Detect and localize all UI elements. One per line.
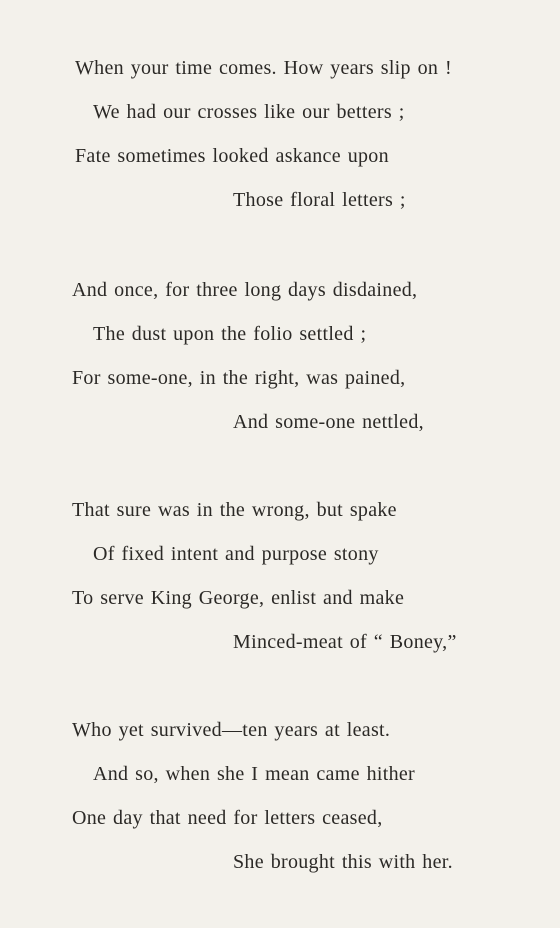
- poem-line: One day that need for letters ceased,: [72, 807, 383, 829]
- poem-line: We had our crosses like our betters ;: [93, 101, 405, 123]
- poem-line: She brought this with her.: [233, 851, 453, 873]
- poem-line: And once, for three long days disdained,: [72, 279, 418, 301]
- poem-line: To serve King George, enlist and make: [72, 587, 405, 609]
- poem-line: For some-one, in the right, was pained,: [72, 367, 406, 389]
- poem-line: The dust upon the folio settled ;: [93, 323, 367, 345]
- poem-line: And so, when she I mean came hither: [93, 763, 416, 785]
- poem-line: Those floral letters ;: [233, 189, 406, 211]
- poem-line: That sure was in the wrong, but spake: [72, 499, 397, 521]
- poem-line: Minced-meat of “ Boney,”: [233, 631, 457, 653]
- poem-line: Who yet survived—ten years at least.: [72, 719, 391, 741]
- poem-line: Fate sometimes looked askance upon: [75, 145, 389, 167]
- poem-line: When your time comes. How years slip on !: [75, 57, 452, 79]
- poem-line: Of fixed intent and purpose stony: [93, 543, 379, 565]
- poem-line: And some-one nettled,: [233, 411, 424, 433]
